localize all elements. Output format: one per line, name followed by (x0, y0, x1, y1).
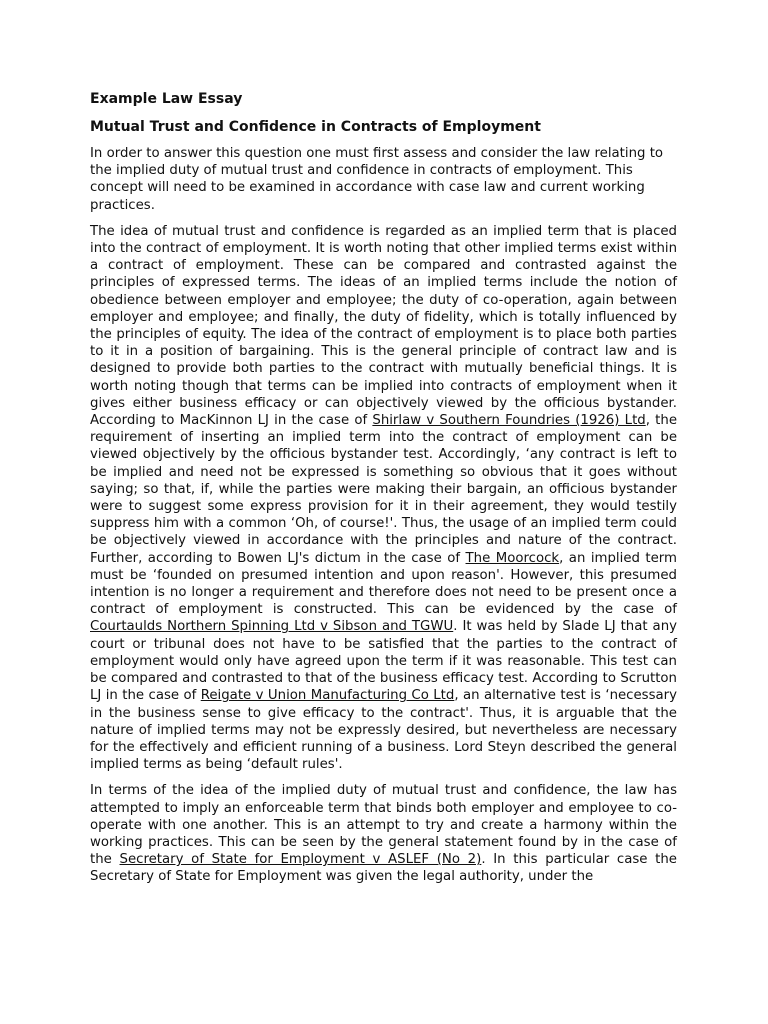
paragraph-text: In terms of the idea of the implied duty of mutual trust and confidence, the law has attempted to imply an enforceable term that binds both employer and employee to co-operate with one another. This is an attempt to try and create a harmony within the working practices. This can be seen by the general statement found by in the case of the (90, 783, 677, 868)
paragraph-text: . In this particular case the Secretary of State for Employment was given the legal authority, under the (90, 852, 677, 885)
paragraph-text: , an implied term must be ‘founded on presumed intention and upon reason'. However, this presumed intention is no longer a requirement and therefore does not need to be present once a contract of employment is constructed. This can be evidenced by the case of (90, 550, 677, 618)
paragraph-text: , the requirement of inserting an implied term into the contract of employment can be viewed objectively by the officious bystander test. Accordingly, ‘any contract is left to be implied and need not be expressed is something so obvious that it goes without saying; so that, if, while the parties were making their bargain, an officious bystander were to suggest some express provision for it in their agreement, they would testily suppress him with a common ‘Oh, of course!'. Thus, the usage of an implied term could be objectively viewed in accordance with the principles and nature of the contract. Further, according to Bowen LJ's dictum in the case of (90, 413, 678, 566)
case-link-shirlaw[interactable]: Shirlaw v Southern Foundries (1926) Ltd (372, 413, 646, 429)
case-link-reigate[interactable]: Reigate v Union Manufacturing Co Ltd (200, 688, 455, 704)
paragraph-implied-terms (90, 223, 677, 774)
case-link-courtaulds[interactable]: Courtaulds Northern Spinning Ltd v Sibson and TGWU (90, 619, 454, 635)
document-title: Example Law Essay (90, 91, 243, 107)
document-page (90, 90, 677, 895)
case-link-moorcock[interactable]: The Moorcock (465, 550, 560, 566)
paragraph-intro: In order to answer this question one must first assess and consider the law relating to the implied duty of mutual trust and confidence in contracts of employment. This concept will need to be examined in accordance with case law and current working practices. (90, 146, 664, 213)
paragraph-text: The idea of mutual trust and confidence is regarded as an implied term that is placed into the contract of employment. It is worth noting that other implied terms exist within a contract of employment. These can be compared and contrasted against the principles of expressed terms. The ideas of an implied terms include the notion of obedience between employer and employee; the duty of co-operation, again between employer and employee; and finally, the duty of fidelity, which is totally influenced by the principles of equity. The idea of the contract of employment is to place both parties to it in a position of bargaining. This is the general principle of contract law and is designed to provide both parties to the contract with mutually beneficial things. It is worth noting though that terms can be implied into contracts of employment when it gives either business efficacy or can objectively viewed by the officious bystander. According to MacKinnon LJ in the case of (90, 223, 677, 429)
case-link-aslef[interactable]: Secretary of State for Employment v ASLEF (No 2) (119, 852, 482, 868)
paragraph-text: . It was held by Slade LJ that any court or tribunal does not have to be satisfied that the parties to the contract of employment would only have agreed upon the term if it was reasonable. This test can be compared and contrasted to that of the business efficacy test. According to Scrutton LJ in the case of (90, 619, 677, 704)
paragraph-mutual-trust (90, 782, 677, 885)
document-subtitle: Mutual Trust and Confidence in Contracts of Employment (90, 119, 541, 135)
paragraph-text: , an alternative test is ‘necessary in the business sense to give efficacy to the contract'. Thus, it is arguable that the nature of implied terms may not be expressly desired, but nevertheless are necessary for the effectively and efficient running of a business. Lord Steyn described the general implied terms as being ‘default rules'. (90, 688, 678, 773)
